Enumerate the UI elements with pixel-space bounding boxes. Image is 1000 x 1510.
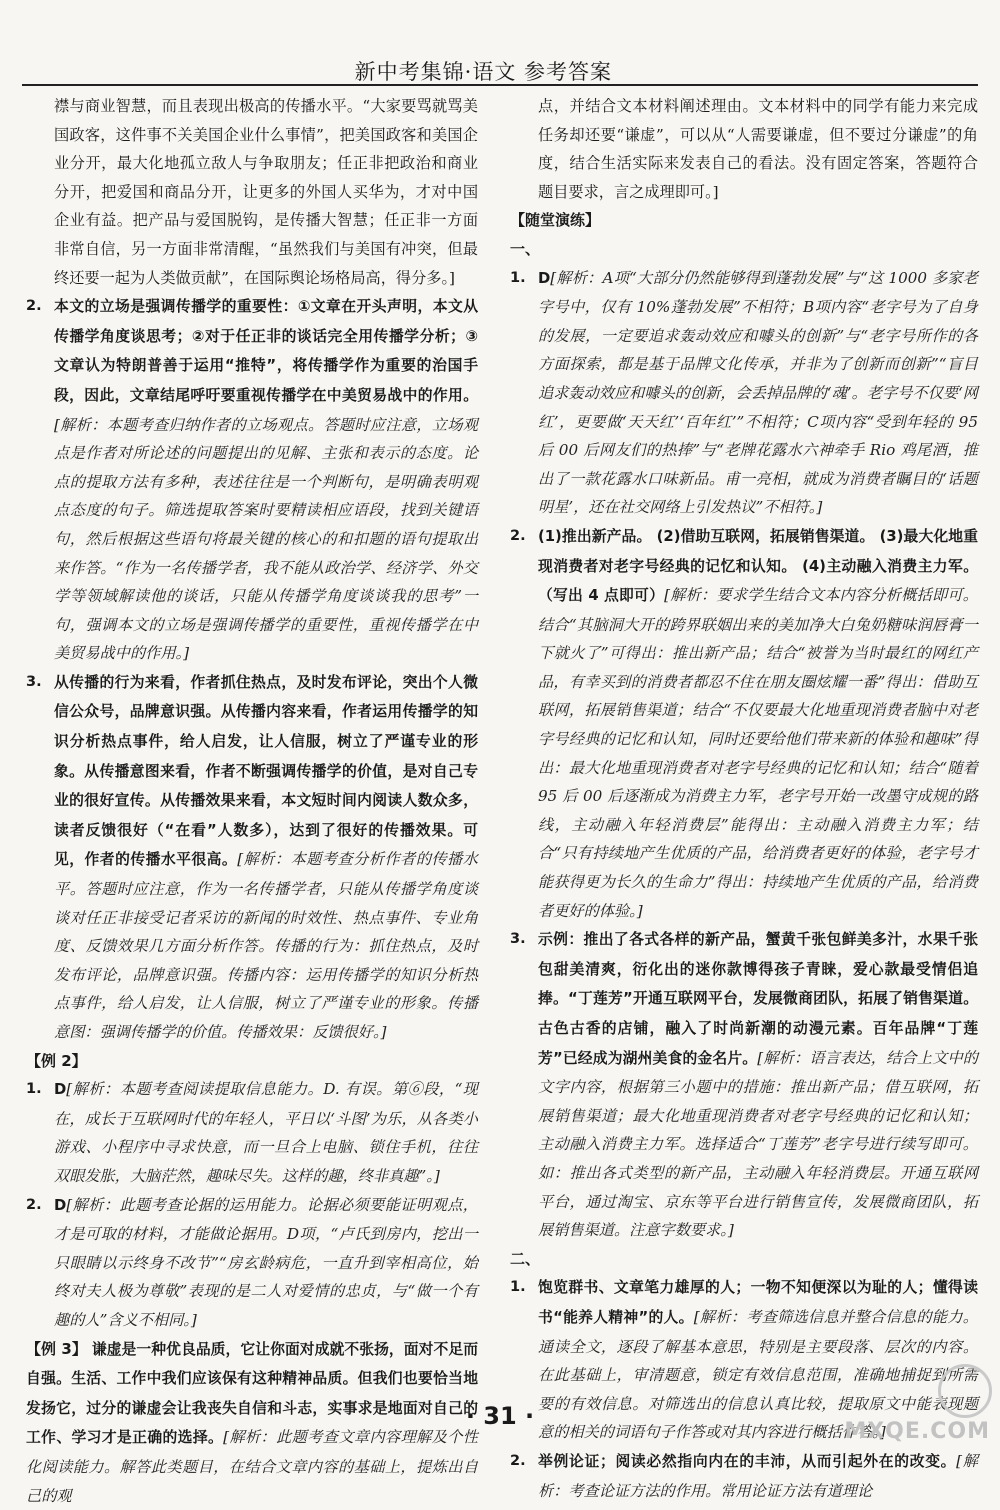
answer-text: 饱览群书、文章笔力雄厚的人；一物不知便深以为耻的人；懂得读书“能养人精神”的人。 [538,1279,978,1326]
watermark-circle-icon [938,1364,992,1418]
question-number: 2. [26,298,42,315]
analysis-text: [解析：考查筛选信息并整合信息的能力。通读全文，逐段了解基本意思，特别是主要段落、层次的内容。在此基础上，审清题意，锁定有效信息范围，准确地捕捉到所需要的有效信息。对筛选出的信息认真比较，提取原文中能表现题意的相关的词语句子作答或对其内容进行概括作答。] [538,1307,978,1442]
answer-choice: D [54,1196,67,1214]
answer-text: 本文的立场是强调传播学的重要性：①文章在开头声明，本文从传播学角度谈思考；②对于任正非的谈话完全用传播学分析；③文章认为特朗普善于运用“推特”，将传播学作为重要的治国手段，因此，文章结尾呼吁要重视传播学在中美贸易战中的作用。 [54,298,478,404]
question-number: 2. [510,1452,526,1469]
question-number: 3. [510,931,526,948]
section-1-heading: 一、 [510,239,541,258]
answer-choice: D [54,1081,67,1099]
practice-question-2 [510,522,978,925]
header-rule [22,84,978,86]
example-2-heading: 【例 2】 [26,1051,87,1070]
analysis-text: [解析：此题考查论据的运用能力。论据必须要能证明观点，才是可取的材料，才能做论据用。D项，“卢氏到房内，挖出一只眼睛以示终身不改节”“房玄龄病危，一直升到宰相高位，始终对夫人极为尊敬”表现的是二人对爱情的忠贞，与“做一个有趣的人”含义不相同。] [54,1195,478,1329]
watermark-logo [842,1364,992,1444]
answer-text: 谦虚是一种优良品质，它让你面对成就不张扬，面对不足而自强。生活、工作中我们应该保有这种精神品质。但我们也要恰当地发扬它，过分的谦虚会让我丧失自信和斗志，实事求是地面对自己的工作、学习才是正确的选择。 [26,1340,478,1447]
question-number: 1. [26,1081,42,1098]
page-number: · 31 · [465,1402,535,1430]
analysis-text: [解析：本题考查归纳作者的立场观点。答题时应注意，立场观点是作者对所论述的问题提出的见解、主张和表示的态度。论点的提取方法有多种，表述往往是一个判断句，是明确表明观点态度的句子。筛选提取答案时要精读相应语段，找到关键语句，然后根据这些语句将最关键的核心的和扣题的语句提取出来作答。“作为一名传播学者，我不能从政治学、经济学、外交学等领域解读他的谈话，只能从传播学角度谈谈我的思考”一句，强调本文的立场是强调传播学的重要性，重视传播学在中美贸易战中的作用。] [54,415,478,663]
page-header [0,0,1000,92]
watermark-text: MXQE.COM [844,1419,990,1444]
section-2-heading: 二、 [510,1249,541,1268]
analysis-text: [解析：本题考查阅读提取信息能力。D. 有误。第⑥段，“现在，成长于互联网时代的年轻人，平日以‘斗图’为乐，从各类小游戏、小程序中寻求快意，而一旦合上电脑、锁住手机，往往双眼发胀，大脑茫然，趣味尽失。这样的趣，终非真趣”。] [54,1080,478,1185]
section-2-question-2 [510,1447,978,1505]
question-number: 1. [510,1279,526,1296]
answer-text: (1)推出新产品。 (2)借助互联网，拓展销售渠道。 (3)最大化地重现消费者对老字号经典的记忆和认知。 (4)主动融入消费主力军。（写出 4 点即可） [538,527,978,605]
question-number: 2. [510,527,526,544]
carryover-paragraph: 点，并结合文本材料阐述理由。文本材料中的同学有能力来完成任务却还要“谦虚”，可以从“人需要谦虚，但不要过分谦虚”的角度，结合生活实际来发表自己的看法。没有固定答案，答题符合题目要求，言之成理即可。] [538,97,978,201]
question-number: 3. [26,673,42,690]
analysis-text: [解析：语言表达，结合上文中的文字内容，根据第三小题中的措施：推出新产品；借互联网，拓展销售渠道；最大化地重现消费者对老字号经典的记忆和认知；主动融入消费主力军。选择适合“丁莲芳”老字号进行续写即可。如：推出各式类型的新产品，主动融入年轻消费层。开通互联网平台，通过淘宝、京东等平台进行销售宣传，发展微商团队，拓展销售渠道。注意字数要求。] [538,1048,978,1240]
practice-heading: 【随堂演练】 [510,211,601,230]
analysis-text: [解析：此题考查文章内容理解及个性化阅读能力。解答此类题目，在结合文章内容的基础上，提炼出自己的观 [26,1428,478,1505]
question-3 [26,668,478,1047]
answer-text: 示例：推出了各式各样的新产品，蟹黄千张包鲜美多汁，水果千张包甜美清爽，衍化出的迷你款博得孩子青睐，爱心款最受情侣追捧。“丁莲芳”开通互联网平台，发展微商团队，拓展了销售渠道。古色古香的店铺，融入了时尚新潮的动漫元素。百年品牌“丁莲芳”已经成为湖州美食的金名片。 [538,931,978,1067]
left-column [26,92,478,1505]
analysis-text: [解析：考查论证方法的作用。常用论证方法有道理论 [538,1451,978,1500]
practice-question-3 [510,925,978,1245]
answer-choice: D [538,269,551,287]
example-2-question-2 [26,1191,478,1335]
analysis-text: [解析：要求学生结合文本内容分析概括即可。结合“其脑洞大开的跨界联姻出来的美加净大白兔奶糖味润唇膏一下就火了”可得出：推出新产品；结合“被誉为当时最红的网红产品，有幸买到的消费者都忍不住在朋友圈炫耀一番”得出：借助互联网，拓展销售渠道；结合“不仅要最大化地重现消费者脑中对老字号经典的记忆和认知，同时还要给他们带来新的体验和趣味”得出：最大化地重现消费者对老字号经典的记忆和认知；结合“随着 95 后 00 后逐渐成为消费主力军，老字号开始一改墨守成规的路线，主动融入年轻消费层”能得出：主动融入消费主力军；结合“只有持续地产生优质的产品，给消费者更好的体验，老字号才能获得更为长久的生命力”得出：持续地产生优质的产品，给消费者更好的体验。] [538,586,978,920]
question-number: 2. [26,1196,42,1213]
analysis-text: [解析：本题考查分析作者的传播水平。答题时应注意，作为一名传播学者，只能从传播学角度谈谈对任正非接受记者采访的新闻的时效性、热点事件、专业角度、反馈效果几方面分析作答。传播的行为：抓住热点，及时发布评论，品牌意识强。传播内容：运用传播学的知识分析热点事件，给人启发，让人信服，树立了严谨专业的形象。传播意图：强调传播学的价值。传播效果：反馈很好。] [54,850,478,1041]
example-3-heading: 【例 3】 [26,1339,87,1358]
practice-question-1 [510,264,978,522]
question-2 [26,292,478,668]
running-title: 新中考集锦·语文 参考答案 [354,60,612,84]
answer-text: 从传播的行为来看，作者抓住热点，及时发布评论，突出个人微信公众号，品牌意识强。从传播内容来看，作者运用传播学的知识分析热点事件，给人启发，让人信服，树立了严谨专业的形象。从传播意图来看，作者不断强调传播学的价值，是对自己专业的很好宣传。从传播效果来看，本文短时间内阅读人数众多，读者反馈很好（“在看”人数多），达到了很好的传播效果。可见，作者的传播水平很高。 [54,673,478,869]
carryover-paragraph: 襟与商业智慧，而且表现出极高的传播水平。“大家要骂就骂美国政客，这件事不关美国企业什么事情”，把美国政客和美国企业分开，最大化地孤立敌人与争取朋友；任正非把政治和商业分开，把爱国和商品分开，让更多的外国人买华为，才对中国企业有益。把产品与爱国脱钩，是传播大智慧；任正非一方面非常自信，另一方面非常清醒，“虽然我们与美国有冲突，但最终还要一起为人类做贡献”，在国际舆论场格局高，得分多。] [54,97,478,287]
example-2-question-1 [26,1075,478,1190]
answer-text: 举例论证；阅读必然指向内在的丰沛，从而引起外在的改变。 [538,1452,957,1470]
analysis-text: [解析：A项“大部分仍然能够得到蓬勃发展”与“这 1000 多家老字号中，仅有 10%蓬勃发展”不相符；B项内容“老字号为了自身的发展，一定要追求轰动效应和噱头的创新”与“老字号所作的各方面探索，都是基于品牌文化传承，并非为了创新而创新”“盲目追求轰动效应和噱头的创新，会丢掉品牌的‘魂’。老字号不仅要‘网红’，更要做‘天天红’‘百年红’”不相符；C项内容“受到年轻的 95 后 00 后网友们的热捧”与“老牌花露水六神牵手 Rio 鸡尾酒，推出了一款花露水口味新品。甫一亮相，就成为消费者瞩目的‘话题明星’，还在社交网络上引发热议”不相符。] [538,268,978,517]
question-number: 1. [510,269,526,286]
